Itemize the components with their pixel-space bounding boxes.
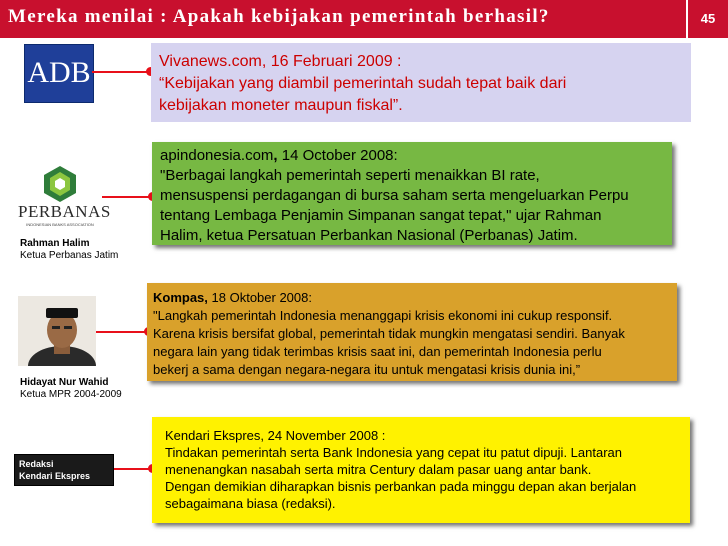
kompas-quote-line-4: bekerj a sama dengan negara-negara itu untuk mengatasi krisis dunia ini,”: [153, 362, 581, 377]
perbanas-person-caption: [20, 238, 118, 262]
adb-quote-box: [151, 43, 691, 122]
perbanas-connector: [102, 196, 152, 198]
adb-quote-line-3: kebijakan moneter maupun fiskal”.: [159, 97, 403, 114]
kendari-label: [14, 454, 114, 486]
kompas-connector: [96, 331, 148, 333]
adb-logo-text: ADB: [27, 56, 91, 89]
kompas-date: 18 Oktober 2008:: [207, 290, 312, 305]
page-title: Mereka menilai : Apakah kebijakan pemerintah berhasil?: [8, 6, 550, 27]
kendari-label-line-1: Redaksi: [19, 459, 54, 469]
perbanas-person-title: Ketua Perbanas Jatim: [20, 250, 119, 261]
hidayat-photo: [18, 296, 96, 366]
adb-quote-line-2: “Kebijakan yang diambil pemerintah sudah tepat baik dari: [159, 75, 567, 92]
kendari-quote-line-1: Kendari Ekspres, 24 November 2008 :: [165, 428, 386, 443]
perbanas-logo: [18, 162, 111, 230]
perbanas-quote-box: [152, 142, 672, 245]
adb-quote-line-1: Vivanews.com, 16 Februari 2009 :: [159, 53, 402, 70]
kompas-quote-line-2: Karena krisis bersifat global, pemerintah tidak mungkin mengatasi sendiri. Banyak: [153, 326, 625, 341]
page-number: 45: [688, 0, 728, 38]
perbanas-emblem-icon: [18, 162, 102, 206]
perbanas-date: 14 October 2008:: [277, 147, 398, 164]
kendari-connector: [114, 468, 152, 470]
kompas-quote-box: [147, 283, 677, 381]
kompas-person-title: Ketua MPR 2004-2009: [20, 389, 122, 400]
title-bar: [0, 0, 686, 38]
kompas-source-line: [153, 289, 677, 307]
perbanas-person-name: Rahman Halim: [20, 238, 90, 249]
perbanas-quote-line-3: tentang Lembaga Penjamin Simpanan sangat tepat," ujar Rahman: [160, 207, 602, 224]
kendari-quote-line-2: Tindakan pemerintah serta Bank Indonesia yang cepat itu patut dipuji. Lantaran: [165, 445, 622, 460]
kendari-quote-line-3: menenangkan nasabah serta mitra Century dalam pasar uang antar bank.: [165, 462, 592, 477]
perbanas-source-line: [160, 146, 672, 166]
kendari-quote-box: [152, 417, 690, 523]
kendari-quote-line-5: sebagaimana biasa (redaksi).: [165, 496, 336, 511]
perbanas-source: apindonesia.com: [160, 147, 274, 164]
kompas-quote-line-1: "Langkah pemerintah Indonesia menanggapi krisis ekonomi ini cukup responsif.: [153, 308, 613, 323]
person-portrait-icon: [18, 296, 96, 366]
perbanas-quote-line-2: mensuspensi perdagangan di bursa saham serta mengeluarkan Perpu: [160, 187, 629, 204]
kendari-quote-line-4: Dengan demikian diharapkan bisnis perbankan pada minggu depan akan berjalan: [165, 479, 637, 494]
perbanas-logo-name: PERBANAS: [18, 202, 111, 221]
kompas-person-caption: [20, 377, 122, 401]
kompas-quote-line-3: negara lain yang tidak terimbas krisis saat ini, dan pemerintah Indonesia perlu: [153, 344, 602, 359]
perbanas-source-sep: ,: [273, 147, 278, 164]
perbanas-logo-subtitle: INDONESIAN BANKS ASSOCIATION: [26, 222, 94, 227]
adb-logo: [24, 44, 94, 103]
kompas-source: Kompas,: [153, 290, 208, 305]
perbanas-quote-line-4: Halim, ketua Persatuan Perbankan Nasional (Perbanas) Jatim.: [160, 227, 578, 244]
adb-connector: [92, 71, 150, 73]
kendari-label-line-2: Kendari Ekspres: [19, 471, 91, 481]
perbanas-quote-line-1: "Berbagai langkah pemerintah seperti menaikkan BI rate,: [160, 167, 540, 184]
kompas-person-name: Hidayat Nur Wahid: [20, 377, 109, 388]
